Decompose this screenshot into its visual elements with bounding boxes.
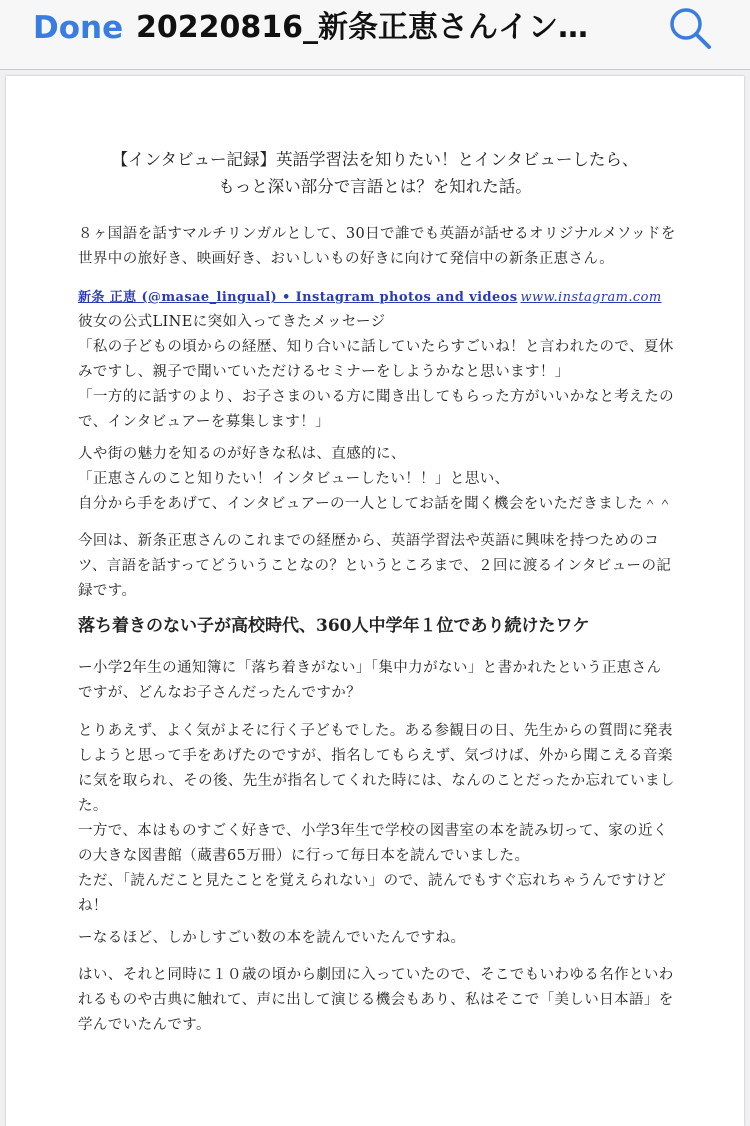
document-heading <box>6 146 744 200</box>
text-line: の大きな図書館（蔵書65万冊）に行って毎日本を読んでいました。 <box>78 848 530 864</box>
text-line: 「一方的に話すのより、お子さまのいる方に聞き出してもらった方がいいかなと考えたの <box>78 389 674 405</box>
answer-paragraph <box>78 963 678 1038</box>
text-line: た。 <box>78 798 108 814</box>
text-line: ツ、言語を話すってどういうことなの？というところまで、２回に渡るインタビューの記 <box>78 558 672 574</box>
answer-paragraph <box>78 719 678 919</box>
text-line: ー小学2年生の通知簿に「落ち着きがない」「集中力がない」と書かれたという正恵さん <box>78 660 662 676</box>
instagram-link-line <box>78 285 678 310</box>
search-icon <box>666 4 716 52</box>
text-line: 今回は、新条正恵さんのこれまでの経歴から、英語学習法や英語に興味を持つためのコ <box>78 533 660 549</box>
search-button[interactable] <box>666 4 716 52</box>
response-paragraph <box>78 442 678 517</box>
instagram-profile-link[interactable]: 新条 正恵 (@masae_lingual) • Instagram photos and videos <box>78 290 518 305</box>
text-line: 「私の子どもの頃からの経歴、知り合いに話していたらすごいね！と言われたので、夏休 <box>78 339 674 355</box>
text-line: 「正恵さんのこと知りたい！インタビューしたい！！」と思い、 <box>78 471 510 487</box>
text-line: みですし、親子で聞いていただけるセミナーをしようかなと思います！」 <box>78 364 570 380</box>
text-line: 自分から手をあげて、インタビュアーの一人としてお話を聞く機会をいただきました＾＾ <box>78 496 673 512</box>
text-line: 世界中の旅好き、映画好き、おいしいもの好きに向けて発信中の新条正恵さん。 <box>78 251 615 267</box>
heading-line: 【インタビュー記録】英語学習法を知りたい！とインタビューしたら、 <box>111 150 639 169</box>
document-page[interactable] <box>6 76 744 1126</box>
question-paragraph <box>78 656 678 706</box>
text-line: 人や街の魅力を知るのが好きな私は、直感的に、 <box>78 446 406 462</box>
text-line: しようと思って手をあげたのですが、指名してもらえず、気づけば、外から聞こえる音楽 <box>78 748 673 764</box>
done-button[interactable]: Done <box>33 10 124 46</box>
text-line: 彼女の公式LINEに突如入ってきたメッセージ <box>78 314 386 330</box>
text-line: はい、それと同時に１０歳の頃から劇団に入っていたので、そこでもいわゆる名作といわ <box>78 967 674 983</box>
summary-paragraph <box>78 529 678 604</box>
text-line: 学んでいたんです。 <box>78 1017 211 1033</box>
text-line: ８ヶ国語を話すマルチリンガルとして、30日で誰でも英語が話せるオリジナルメソッドを <box>78 226 676 242</box>
text-line: ーなるほど、しかしすごい数の本を読んでいたんですね。 <box>78 930 466 946</box>
question-paragraph <box>78 926 678 951</box>
instagram-url-link[interactable]: www.instagram.com <box>520 290 662 305</box>
text-line: 一方で、本はものすごく好きで、小学3年生で学校の図書室の本を読み切って、家の近く <box>78 823 668 839</box>
text-line: 録です。 <box>78 583 137 599</box>
text-line: ただ、「読んだこと見たことを覚えられない」ので、読んでもすぐ忘れちゃうんですけど <box>78 873 667 889</box>
top-toolbar <box>0 0 750 70</box>
text-line: で、インタビュアーを募集します！」 <box>78 414 330 430</box>
section-heading: 落ち着きのない子が高校時代、360人中学年１位であり続けたワケ <box>78 616 590 636</box>
text-line: れるものや古典に触れて、声に出して演じる機会もあり、私はそこで「美しい日本語」を <box>78 992 674 1008</box>
text-line: ね！ <box>78 898 108 914</box>
text-line: とりあえず、よく気がよそに行く子どもでした。ある参観日の日、先生からの質問に発表 <box>78 723 673 739</box>
text-line: に気を取られ、その後、先生が指名してくれた時には、なんのことだったか忘れていまし <box>78 773 675 789</box>
document-title: 20220816_新条正恵さんイン… <box>136 10 588 45</box>
heading-line: もっと深い部分で言語とは？を知れた話。 <box>218 177 532 196</box>
message-paragraph <box>78 285 678 435</box>
text-line: ですが、どんなお子さんだったんですか？ <box>78 685 362 701</box>
intro-paragraph <box>78 222 678 272</box>
